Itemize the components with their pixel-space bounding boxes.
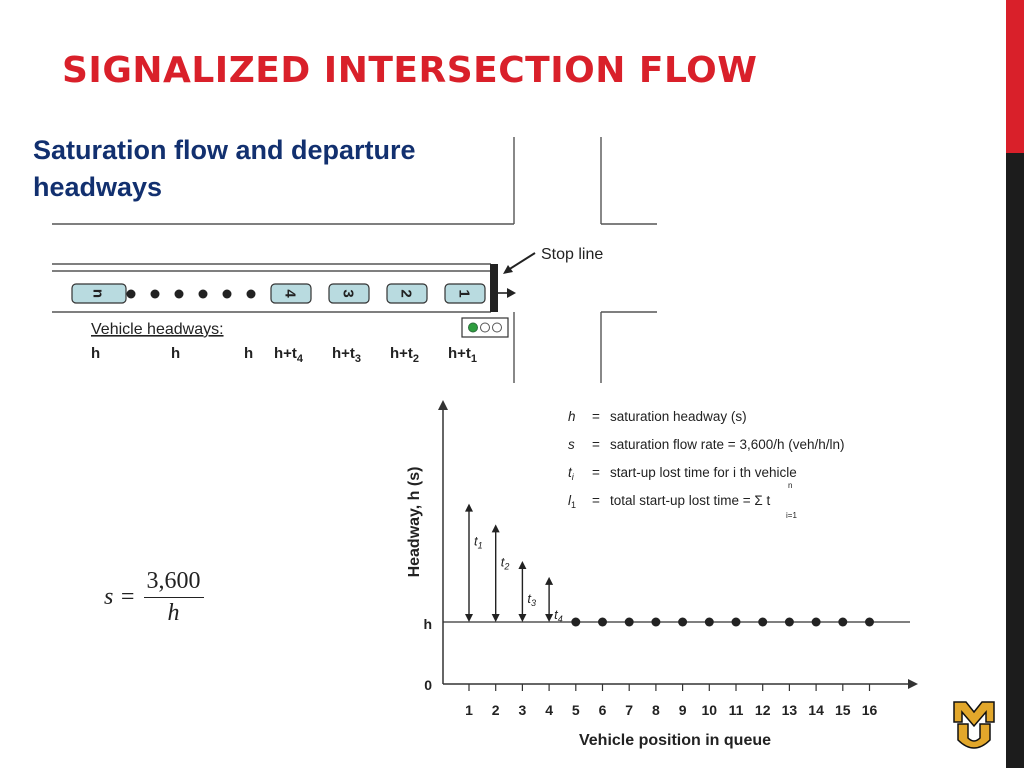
x-axis-title: Vehicle position in queue bbox=[578, 732, 772, 749]
university-logo bbox=[952, 700, 996, 750]
x-tick-label: 2 bbox=[491, 702, 500, 718]
x-axis-arrow bbox=[908, 679, 918, 689]
y-axis-title: Headway, h (s) bbox=[406, 466, 423, 578]
headway-label: $h+t_1$ bbox=[448, 345, 478, 365]
lost-time-arrow-tail bbox=[492, 614, 500, 622]
y-tick-label-0: 0 bbox=[424, 677, 432, 693]
headway-label: h bbox=[171, 345, 181, 362]
x-tick-label: 11 bbox=[728, 702, 744, 718]
x-tick-label: 9 bbox=[678, 702, 687, 718]
data-point bbox=[865, 618, 874, 627]
lost-time-arrow-head bbox=[492, 524, 500, 532]
data-point bbox=[838, 618, 847, 627]
x-tick-label: 4 bbox=[545, 702, 553, 718]
formula-numerator: 3,600 bbox=[144, 568, 204, 598]
data-point bbox=[812, 618, 821, 627]
x-tick-label: 14 bbox=[808, 702, 824, 718]
data-point bbox=[758, 618, 767, 627]
lost-time-arrow-tail bbox=[545, 614, 553, 622]
vehicle-label: 2 bbox=[397, 289, 415, 298]
x-tick-label: 8 bbox=[652, 702, 660, 718]
vehicle-label: 4 bbox=[281, 289, 299, 298]
lost-time-arrow-head bbox=[465, 504, 473, 512]
vehicle-label: 1 bbox=[455, 289, 473, 298]
vehicle-label: n bbox=[89, 288, 107, 299]
data-point bbox=[678, 618, 687, 627]
sum-upper-limit: n bbox=[788, 481, 793, 490]
x-tick-label: 10 bbox=[701, 702, 718, 718]
lost-time-arrow-tail bbox=[518, 614, 526, 622]
x-tick-label: 1 bbox=[465, 702, 473, 718]
data-point bbox=[598, 618, 607, 627]
x-tick-label: 7 bbox=[625, 702, 634, 718]
y-tick-label-h: h bbox=[423, 616, 432, 632]
stop-line-label: Stop line bbox=[541, 246, 604, 263]
x-tick-label: 5 bbox=[571, 702, 580, 718]
data-point bbox=[785, 618, 794, 627]
data-point bbox=[625, 618, 634, 627]
formula-lhs: s = bbox=[104, 584, 136, 610]
x-tick-label: 6 bbox=[598, 702, 607, 718]
data-point bbox=[651, 618, 660, 627]
logo-text: MU bbox=[952, 700, 954, 701]
lost-time-label: $t_4$ bbox=[554, 606, 563, 624]
legend-entry: h = saturation headway (s) bbox=[568, 409, 747, 424]
data-point bbox=[705, 618, 714, 627]
slide-subtitle: Saturation flow and departure headways bbox=[33, 135, 416, 202]
x-tick-label: 12 bbox=[754, 702, 771, 718]
sum-lower-limit: i=1 bbox=[786, 511, 797, 520]
y-axis-arrow bbox=[438, 400, 448, 410]
data-point bbox=[571, 618, 580, 627]
headways-heading: Vehicle headways: bbox=[91, 321, 224, 338]
headway-label: h bbox=[91, 345, 101, 362]
data-point bbox=[732, 618, 741, 627]
lost-time-arrow-head bbox=[545, 577, 553, 585]
legend-entry: s = saturation flow rate = 3,600/h (veh/h/ln) bbox=[568, 437, 845, 452]
legend-entry: $l_1$ = total start-up lost time = Σ t bbox=[568, 493, 771, 510]
headway-label: $h+t_4$ bbox=[274, 345, 304, 365]
formula-denominator: h bbox=[167, 600, 180, 626]
lost-time-label: $t_3$ bbox=[527, 591, 537, 608]
headway-label: $h+t_2$ bbox=[390, 345, 420, 365]
legend-entry: $t_i$ = start-up lost time for i th vehicle bbox=[568, 465, 797, 482]
vehicle-label: 3 bbox=[339, 289, 357, 298]
lost-time-arrow-tail bbox=[465, 614, 473, 622]
x-tick-label: 16 bbox=[861, 702, 878, 718]
lost-time-label: $t_2$ bbox=[500, 554, 510, 572]
lost-time-label: $t_1$ bbox=[474, 533, 483, 551]
x-tick-label: 15 bbox=[835, 702, 851, 718]
x-tick-label: 3 bbox=[518, 702, 527, 718]
x-tick-label: 13 bbox=[781, 702, 798, 718]
chart-legend bbox=[568, 409, 845, 520]
lost-time-arrow-head bbox=[518, 561, 526, 569]
headway-label: $h+t_3$ bbox=[332, 345, 362, 365]
slide-title: SIGNALIZED INTERSECTION FLOW bbox=[62, 50, 758, 91]
headway-label: h bbox=[244, 345, 254, 362]
